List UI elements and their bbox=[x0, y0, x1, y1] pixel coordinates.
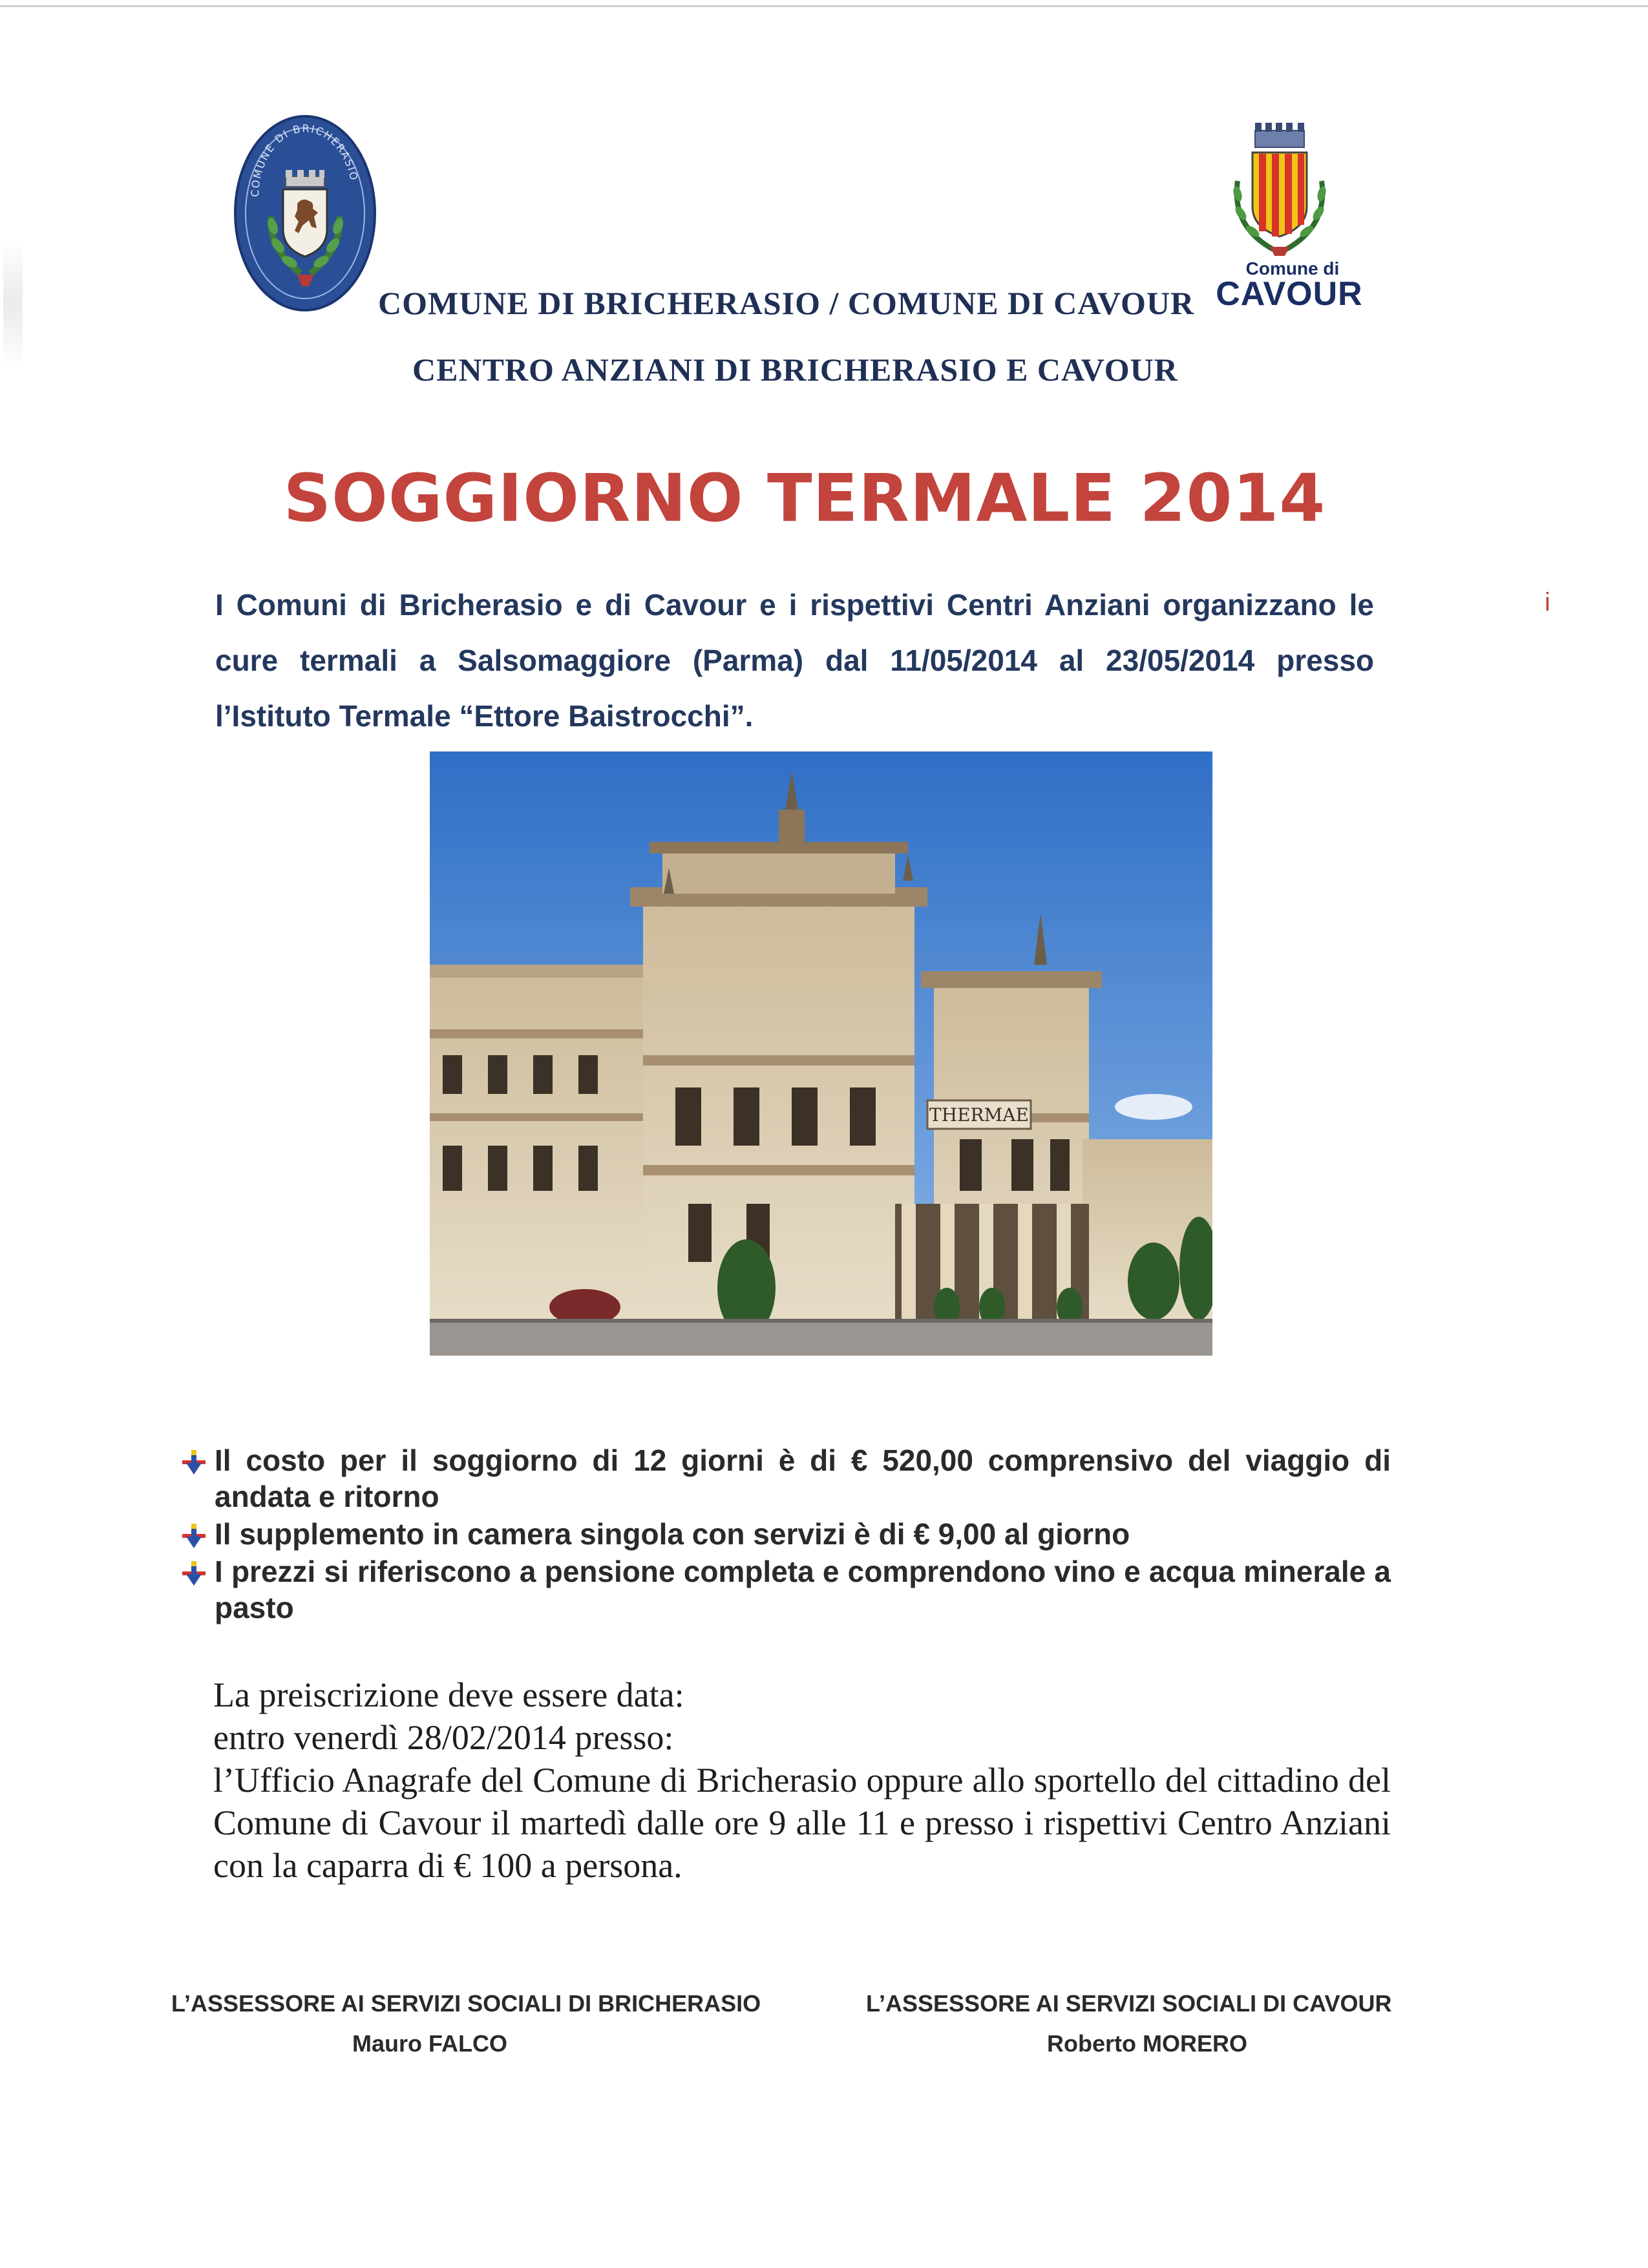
intro-paragraph: I Comuni di Bricherasio e di Cavour e i rispettivi Centri Anziani organizzano le cure termali a Salsomaggiore (Parma) dal 11/05/2014 al 23/05/2014 presso l’Istituto Termale “Ettore Baistrocchi”. bbox=[215, 588, 1374, 733]
list-item bbox=[176, 1516, 1391, 1552]
bricherasio-coat-of-arms bbox=[233, 113, 378, 313]
bullet-text: I prezzi si riferiscono a pensione completa e comprendono vino e acqua minerale a pasto bbox=[215, 1555, 1391, 1624]
scan-smudge bbox=[3, 239, 23, 368]
thermal-building-photo bbox=[430, 751, 1212, 1356]
arrow-down-bullet-icon bbox=[176, 1557, 209, 1591]
thermae-sign: THERMAE bbox=[929, 1104, 1029, 1126]
bullet-text: Il costo per il soggiorno di 12 giorni è di € 520,00 comprensivo del viaggio di andata e ritorno bbox=[215, 1444, 1391, 1513]
arrow-down-bullet-icon bbox=[176, 1446, 209, 1480]
signature-left-name: Mauro FALCO bbox=[352, 2030, 507, 2057]
signature-right-title: L’ASSESSORE AI SERVIZI SOCIALI DI CAVOUR bbox=[866, 1990, 1392, 2017]
header-senior-centers: CENTRO ANZIANI DI BRICHERASIO E CAVOUR bbox=[412, 352, 1178, 388]
cavour-logo-caption: Comune di bbox=[1245, 258, 1340, 278]
bricherasio-ring-text: COMUNE DI BRICHERASIO bbox=[248, 122, 361, 198]
registration-body: l’Ufficio Anagrafe del Comune di Bricherasio oppure allo sportello del cittadino del Comune di Cavour il martedì dalle ore 9 alle 11 e presso i rispettivi Centro Anziani con la caparra di € 100 a persona. bbox=[213, 1761, 1391, 1885]
signature-right-name: Roberto MORERO bbox=[1047, 2030, 1247, 2057]
registration-paragraph bbox=[213, 1674, 1391, 1887]
registration-line-2: entro venerdì 28/02/2014 presso: bbox=[213, 1718, 674, 1757]
stray-mark: i bbox=[1545, 588, 1550, 616]
list-item bbox=[176, 1553, 1391, 1626]
cavour-logo-name: CAVOUR bbox=[1216, 275, 1363, 313]
bullet-text: Il supplemento in camera singola con servizi è di € 9,00 al giorno bbox=[215, 1517, 1130, 1551]
page-title: SOGGIORNO TERMALE 2014 bbox=[283, 460, 1326, 537]
scan-top-rule bbox=[0, 5, 1648, 7]
registration-line-1: La preiscrizione deve essere data: bbox=[213, 1675, 684, 1714]
arrow-down-bullet-icon bbox=[176, 1520, 209, 1553]
list-item bbox=[176, 1442, 1391, 1515]
price-list bbox=[176, 1442, 1391, 1626]
signature-left-title: L’ASSESSORE AI SERVIZI SOCIALI DI BRICHERASIO bbox=[171, 1990, 761, 2017]
header-municipalities: COMUNE DI BRICHERASIO / COMUNE DI CAVOUR bbox=[378, 285, 1195, 321]
